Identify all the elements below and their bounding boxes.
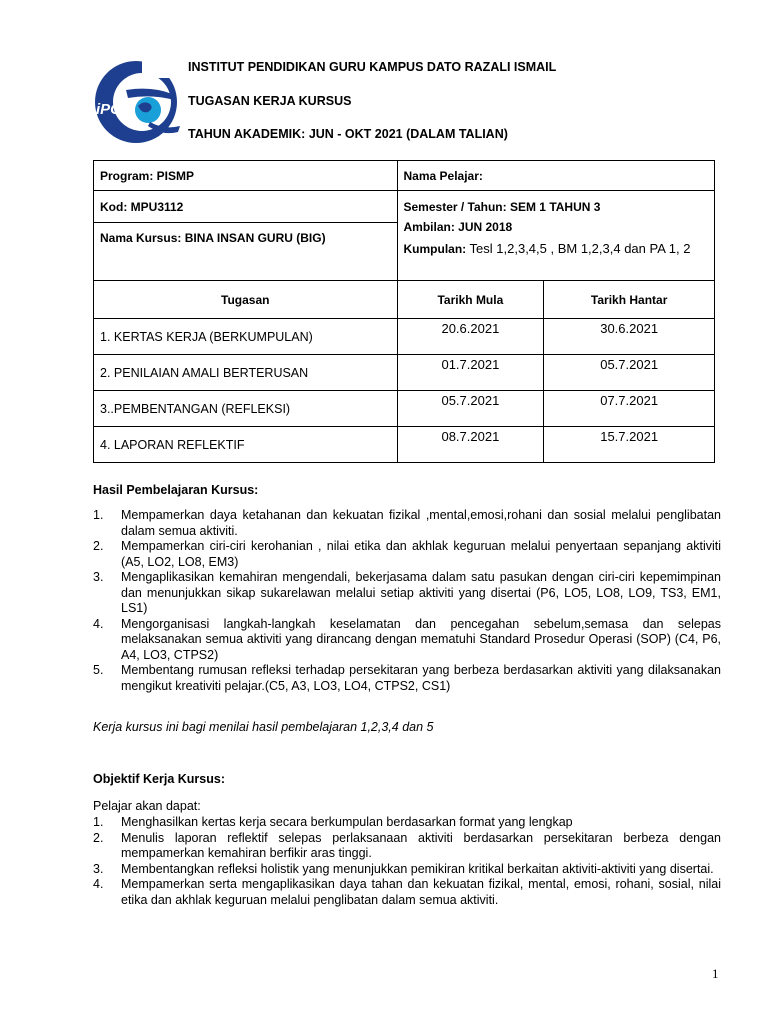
table-row	[94, 427, 715, 463]
table-row	[94, 391, 715, 427]
document-title: TUGASAN KERJA KURSUS	[188, 94, 352, 108]
academic-year: TAHUN AKADEMIK: JUN - OKT 2021 (DALAM TALIAN)	[188, 127, 508, 141]
list-item: 3. Mengaplikasikan kemahiran mengendali, bekerjasama dalam satu pasukan dengan ciri-ciri kepemimpinan dan menunjukkan sikap sukarelawan melalui setiap aktiviti yang disertai (P6, LO5, LO8, LO9, TS3, EM1, LS1)	[93, 570, 721, 615]
task-name: 4. LAPORAN REFLEKTIF	[94, 427, 398, 463]
group-text	[404, 241, 709, 257]
list-item: 4. Mempamerkan serta mengaplikasikan daya tahan dan kekuatan fizikal, mental, emosi, rohani, sosial, nilai etika dan akhlak keguruan melalui penglibatan dalam semua aktiviti.	[93, 877, 721, 907]
list-item: 4. Mengorganisasi langkah-langkah keselamatan dan pencegahan sebelum,semasa dan selepas melaksanakan semua aktiviti yang dirancang dengan mematuhi Standard Prosedur Operasi (SOP) (C4, P6, A4, LO3, CTPS2)	[93, 616, 721, 662]
list-item: 1. Menghasilkan kertas kerja secara berkumpulan berdasarkan format yang lengkap	[93, 815, 573, 829]
task-name: 3..PEMBENTANGAN (REFLEKSI)	[94, 391, 398, 427]
semester-text: Semester / Tahun: SEM 1 TAHUN 3	[403, 200, 601, 214]
group-value: Tesl 1,2,3,4,5 , BM 1,2,3,4 dan PA 1, 2	[466, 241, 691, 256]
task-name: 1. KERTAS KERJA (BERKUMPULAN)	[94, 319, 398, 355]
task-name: 2. PENILAIAN AMALI BERTERUSAN	[94, 355, 398, 391]
objectives-heading: Objektif Kerja Kursus:	[93, 772, 225, 786]
ipg-logo	[92, 56, 182, 148]
col-header-task: Tugasan	[94, 281, 398, 319]
objectives-intro: Pelajar akan dapat:	[93, 799, 201, 813]
list-item: 2. Menulis laporan reflektif selepas perlaksanaan aktiviti berdasarkan persekitaran berbeza dengan mempamerkan kemahiran berfikir aras tinggi.	[93, 830, 721, 860]
task-end: 30.6.2021	[544, 319, 715, 355]
semester-group-cell	[397, 191, 715, 281]
task-start: 20.6.2021	[397, 319, 544, 355]
assessment-note: Kerja kursus ini bagi menilai hasil pembelajaran 1,2,3,4 dan 5	[93, 720, 434, 734]
col-header-end: Tarikh Hantar	[544, 281, 715, 319]
institute-name: INSTITUT PENDIDIKAN GURU KAMPUS DATO RAZALI ISMAIL	[188, 60, 557, 74]
course-info-table	[93, 160, 715, 463]
list-item: 5. Membentang rumusan refleksi terhadap persekitaran yang berbeza berdasarkan aktiviti yang dilaksanakan mengikut kreativiti pelajar.(C5, A3, LO3, LO4, CTPS2, CS1)	[93, 663, 721, 693]
table-row	[94, 355, 715, 391]
page-number: 1	[712, 966, 719, 981]
group-label: Kumpulan:	[403, 242, 467, 256]
task-end: 15.7.2021	[544, 427, 715, 463]
outcomes-list	[93, 508, 721, 694]
list-item: 1. Mempamerkan daya ketahanan dan kekuatan fizikal ,mental,emosi,rohani dan sosial melalui penglibatan dalam semua aktiviti.	[93, 508, 721, 538]
task-start: 05.7.2021	[397, 391, 544, 427]
task-start: 01.7.2021	[397, 355, 544, 391]
course-code-cell: Kod: MPU3112	[94, 191, 398, 223]
task-end: 05.7.2021	[544, 355, 715, 391]
logo-text: iPG	[96, 101, 122, 118]
intake-text: Ambilan: JUN 2018	[403, 220, 513, 234]
objectives-list	[93, 815, 721, 908]
task-end: 07.7.2021	[544, 391, 715, 427]
course-name-cell: Nama Kursus: BINA INSAN GURU (BIG)	[94, 223, 398, 281]
table-row	[94, 319, 715, 355]
program-cell: Program: PISMP	[94, 161, 398, 191]
student-name-cell: Nama Pelajar:	[397, 161, 715, 191]
list-item: 2. Mempamerkan ciri-ciri kerohanian , nilai etika dan akhlak keguruan melalui penyertaan sepanjang aktiviti (A5, LO2, LO8, EM3)	[93, 539, 721, 569]
list-item: 3. Membentangkan refleksi holistik yang menunjukkan pemikiran kritikal berkaitan aktiviti-aktiviti yang disertai.	[93, 861, 714, 876]
col-header-start: Tarikh Mula	[397, 281, 544, 319]
task-start: 08.7.2021	[397, 427, 544, 463]
outcomes-heading: Hasil Pembelajaran Kursus:	[93, 483, 259, 497]
